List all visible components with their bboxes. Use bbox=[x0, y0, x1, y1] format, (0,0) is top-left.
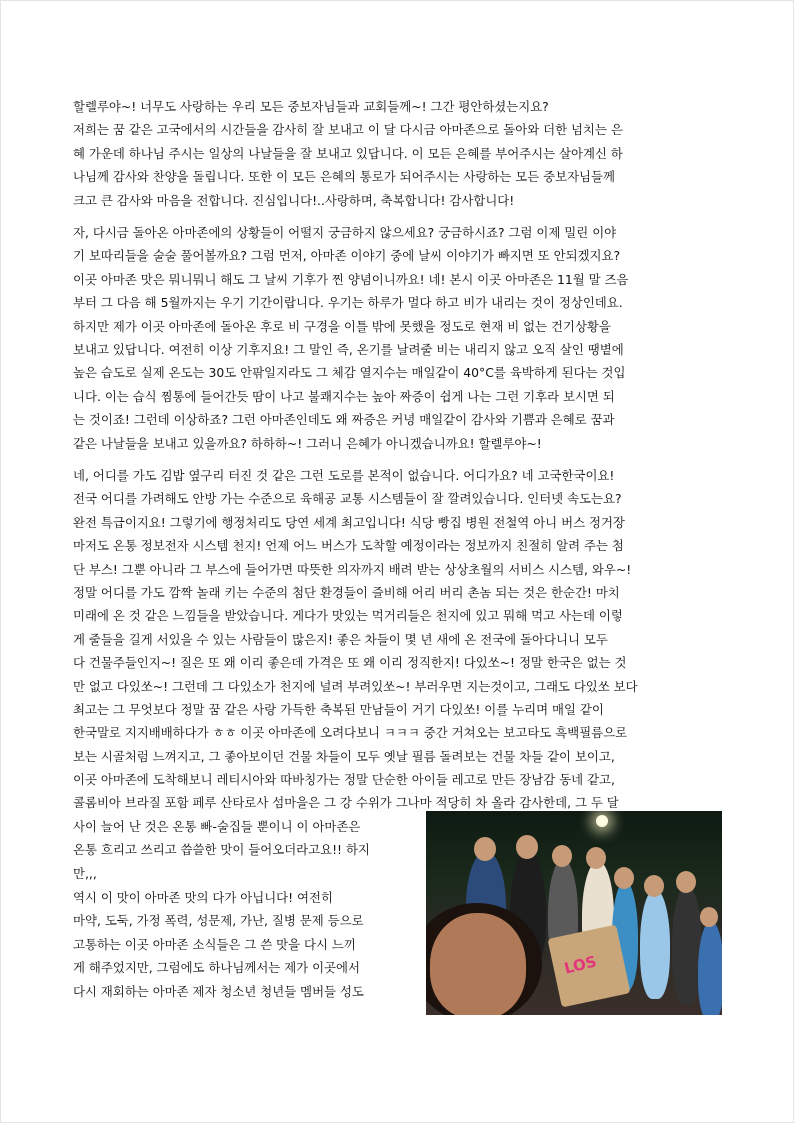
text-line: 나님께 감사와 찬양을 돌립니다. 또한 이 모든 은혜의 통로가 되어주시는 사랑하는 모든 중보자님들께 bbox=[73, 169, 615, 185]
text-line: 보내고 있답니다. 여전히 이상 기후지요! 그 말인 즉, 온기를 날려줄 비는 내리지 않고 오직 살인 땡볕에 bbox=[73, 341, 624, 357]
photo-head bbox=[586, 847, 606, 869]
text-line: 미래에 온 것 같은 느낌들을 받았습니다. 게다가 맛있는 먹거리들은 천지에 있고 뭐해 먹고 사는데 이렇 bbox=[73, 608, 623, 624]
selfie-face bbox=[430, 913, 526, 1015]
photo-head bbox=[614, 867, 634, 889]
text-line: 네, 어디를 가도 김밥 옆구리 터진 것 같은 그런 도로를 본적이 없습니다. 어디가요? 네 고국한국이요! bbox=[73, 468, 615, 483]
text-line: 마약, 도둑, 가정 폭력, 성문제, 가난, 질병 문제 등으로 bbox=[73, 913, 364, 929]
text-line: 할렐루야~! 너무도 사랑하는 우리 모든 중보자님들과 교회들께~! 그간 평안하셨는지요? bbox=[73, 99, 549, 114]
text-line: 사이 늘어 난 것은 온통 빠-술집들 뿐이니 이 아마존은 bbox=[73, 819, 361, 834]
text-line: 고통하는 이곳 아마존 소식들은 그 쓴 맛을 다시 느끼 bbox=[73, 936, 356, 952]
text-line: 다시 재회하는 아마존 제자 청소년 청년들 멤버들 성도 bbox=[73, 983, 364, 999]
photo-person bbox=[698, 921, 722, 1015]
text-line: 는 것이죠! 그런데 이상하죠? 그런 아마존인데도 왜 짜증은 커녕 매일같이 감사와 기쁨과 은혜로 꿈과 bbox=[73, 412, 615, 428]
stadium-light bbox=[596, 815, 608, 827]
text-line: 게 줄들을 길게 서있을 수 있는 사람들이 많은지! 좋은 차들이 몇 년 새에 온 전국에 돌아다니니 모두 bbox=[73, 631, 608, 647]
text-line: 하지만 제가 이곳 아마존에 돌아온 후로 비 구경을 이틀 밖에 못했을 정도로 현재 비 없는 건기상황을 bbox=[73, 318, 611, 334]
text-line: 높은 습도로 실제 온도는 30도 안팎일지라도 그 체감 열지수는 매일같이 40°C를 육박하게 된다는 것입 bbox=[73, 365, 626, 381]
text-line: 완전 특급이지요! 그렇기에 행정처리도 당연 세계 최고입니다! 식당 빵집 병원 전철역 아니 버스 정거장 bbox=[73, 514, 625, 530]
text-line: 기 보따리들을 술술 풀어볼까요? 그럼 먼저, 아마존 이야기 중에 날씨 이야기가 빠지면 또 안되겠지요? bbox=[73, 248, 621, 264]
paragraph-amazon-taste bbox=[73, 886, 418, 1003]
text-line: 만,,, bbox=[73, 865, 97, 881]
text-line: 크고 큰 감사와 마음을 전합니다. 진심입니다!..사랑하며, 축복합니다! 감사합니다! bbox=[73, 192, 515, 208]
text-line: 한국말로 지지배배하다가 ㅎㅎ 이곳 아마존에 오려다보니 ㅋㅋㅋ 중간 거쳐오는 보고타도 흑백필름으로 bbox=[73, 725, 628, 741]
photo-head bbox=[700, 907, 718, 927]
text-line: 게 해주었지만, 그럼에도 하나님께서는 제가 이곳에서 bbox=[73, 960, 360, 976]
text-line: 이곳 아마존 맛은 뭐니뭐니 해도 그 날씨 기후가 찐 양념이니까요! 네! 본시 이곳 아마존은 11월 말 즈음 bbox=[73, 271, 629, 287]
photo-head bbox=[474, 837, 496, 861]
text-line: 이곳 아마존에 도착해보니 레티시아와 따바칭가는 정말 단순한 아이들 레고로 만든 장남감 동네 같고, bbox=[73, 772, 615, 788]
text-line: 니다. 이는 습식 찜통에 들어간듯 땀이 나고 불쾌지수는 높아 짜증이 쉽게 나는 그런 기후라 보시면 되 bbox=[73, 388, 615, 404]
text-line: 같은 나날들을 보내고 있을까요? 하하하~! 그러니 은혜가 아니겠습니까요! 할렐루야~! bbox=[73, 435, 542, 451]
paragraph-weather bbox=[73, 221, 723, 455]
sign-text: LOS bbox=[562, 952, 599, 978]
text-line: 보는 시골처럼 느껴지고, 그 좋아보이던 건물 차들이 모두 옛날 필름 돌려보는 건물 차들 같이 보이고, bbox=[73, 748, 615, 764]
text-line: 마저도 온통 정보전자 시스템 천지! 언제 어느 버스가 도착할 예정이라는 정보까지 친절히 알려 주는 첨 bbox=[73, 538, 624, 554]
text-line: 자, 다시금 돌아온 아마존에의 상황들이 어떨지 궁금하지 않으세요? 궁금하시죠? 그럼 이제 밀린 이야 bbox=[73, 225, 617, 240]
photo-person bbox=[640, 889, 670, 999]
photo-head bbox=[644, 875, 664, 897]
text-line: 전국 어디를 가려해도 안방 가는 수준으로 육해공 교통 시스템들이 잘 깔려있습니다. 인터넷 속도는요? bbox=[73, 491, 622, 507]
photo-head bbox=[676, 871, 696, 893]
text-line: 다 건물주들인지~! 질은 또 왜 이리 좋은데 가격은 또 왜 이리 정직한지! 다있쏘~! 정말 한국은 없는 것 bbox=[73, 655, 627, 671]
text-line: 단 부스! 그뿐 아니라 그 부스에 들어가면 따뜻한 의자까지 배려 받는 상상초월의 서비스 시스템, 와우~! bbox=[73, 561, 632, 577]
photo-head bbox=[516, 835, 538, 859]
group-photo bbox=[426, 811, 722, 1015]
text-line: 최고는 그 무엇보다 정말 꿈 같은 사랑 가득한 축복된 만남들이 거기 다있쏘! 이를 누리며 매일 같이 bbox=[73, 701, 604, 717]
text-line: 정말 어디를 가도 깜짝 놀래 키는 수준의 첨단 환경들이 즐비해 어리 버리 촌놈 되는 것은 한순간! 마치 bbox=[73, 584, 620, 600]
paragraph-greeting bbox=[73, 95, 723, 212]
text-line: 콜롬비아 브라질 포함 페루 산타로사 섬마을은 그 강 수위가 그나마 적당히 차 올라 감사한데, 그 두 달 bbox=[73, 795, 619, 811]
text-line: 온통 흐리고 쓰리고 씁쓸한 맛이 들어오더라고요!! 하지 bbox=[73, 842, 370, 858]
text-line: 만 없고 다있쏘~! 그런데 그 다있소가 천지에 널려 부려있쏘~! 부러우면 지는것이고, 그래도 다있쏘 보다 bbox=[73, 678, 638, 694]
text-line: 혜 가운데 하나님 주시는 일상의 나날들을 잘 보내고 있답니다. 이 모든 은혜를 부어주시는 살아계신 하 bbox=[73, 145, 623, 161]
text-line: 저희는 꿈 같은 고국에서의 시간들을 감사히 잘 보내고 이 달 다시금 아마존으로 돌아와 더한 넘치는 은 bbox=[73, 122, 623, 138]
photo-head bbox=[552, 845, 572, 867]
paragraph-korea-continued bbox=[73, 815, 418, 885]
text-line: 역시 이 맛이 아마존 맛의 다가 아닙니다! 여전히 bbox=[73, 890, 333, 905]
text-line: 부터 그 다음 해 5월까지는 우기 기간이랍니다. 우기는 하루가 멀다 하고 비가 내리는 것이 정상인데요. bbox=[73, 295, 623, 311]
paragraph-korea bbox=[73, 464, 723, 815]
